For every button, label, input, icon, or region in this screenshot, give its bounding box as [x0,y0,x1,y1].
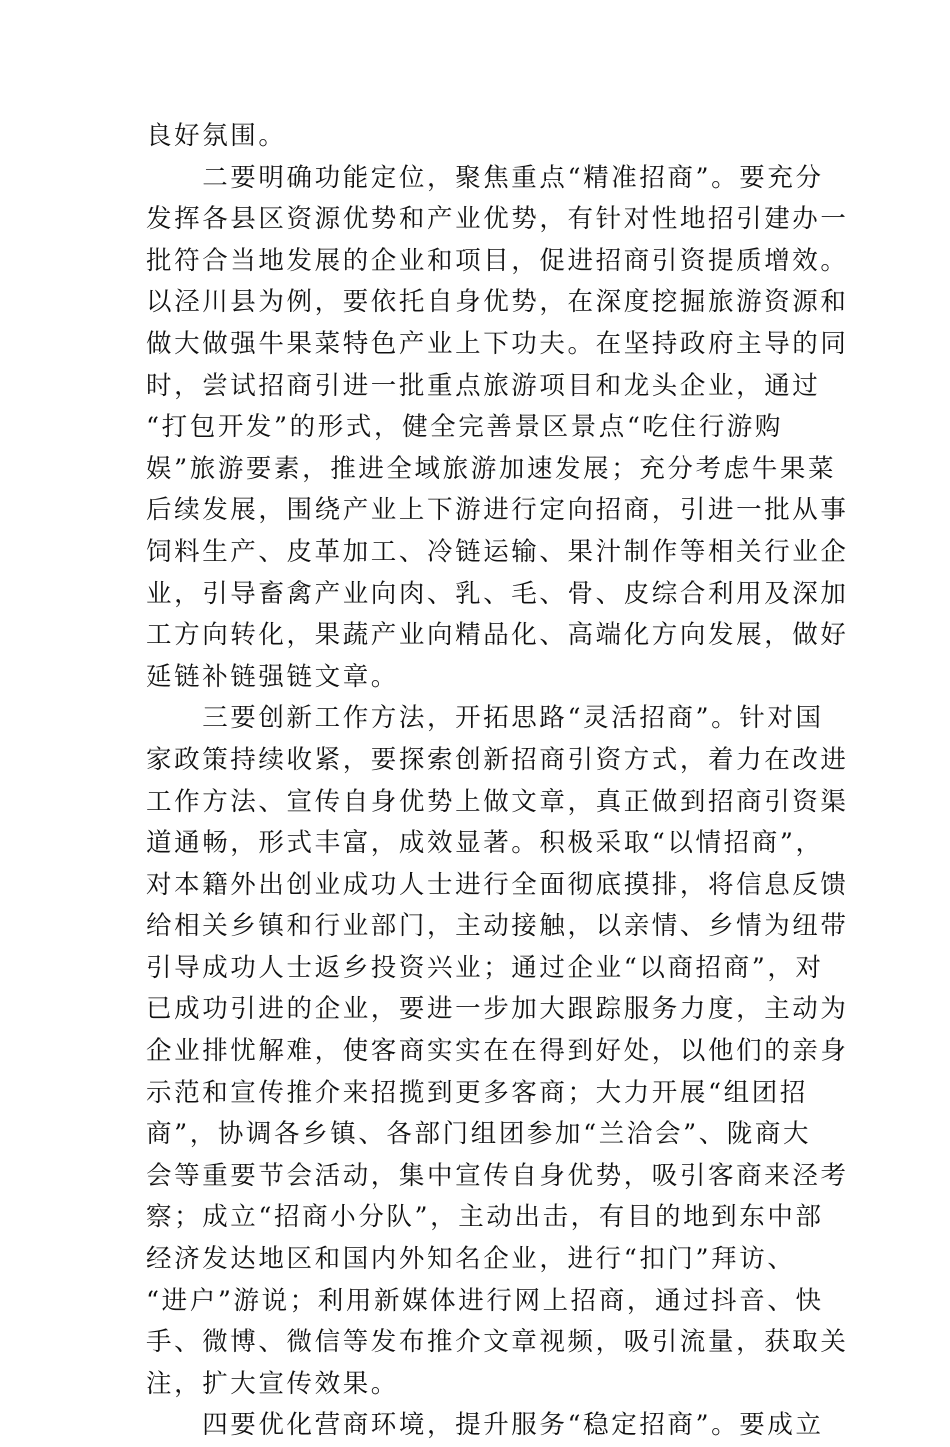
text-line: 注，扩大宣传效果。 [146,1368,399,1399]
text-line: 时，尝试招商引进一批重点旅游项目和龙头企业，通过 [146,370,821,401]
text-line: 娱”旅游要素，推进全域旅游加速发展；充分考虑牛果菜 [146,453,837,484]
text-line: 道通畅，形式丰富，成效显著。积极采取“以情招商”， [146,828,824,859]
text-line: “进户”游说；利用新媒体进行网上招商，通过抖音、快 [146,1285,824,1316]
text-line: 饲料生产、皮革加工、冷链运输、果汁制作等相关行业企 [146,536,849,567]
text-line: 做大做强牛果菜特色产业上下功夫。在坚持政府主导的同 [146,328,849,359]
text-line: 工方向转化，果蔬产业向精品化、高端化方向发展，做好 [146,620,849,651]
text-line: 经济发达地区和国内外知名企业，进行“扣门”拜访、 [146,1244,796,1275]
text-line: 已成功引进的企业，要进一步加大跟踪服务力度，主动为 [146,994,849,1025]
text-line: 家政策持续收紧，要探索创新招商引资方式，着力在改进 [146,744,849,775]
text-line: 发挥各县区资源优势和产业优势，有针对性地招引建办一 [146,204,849,235]
text-line: 延链补链强链文章。 [146,661,399,692]
text-line: 手、微博、微信等发布推介文章视频，吸引流量，获取关 [146,1327,849,1358]
text-line: 工作方法、宣传自身优势上做文章，真正做到招商引资渠 [146,786,849,817]
text-line: 察；成立“招商小分队”，主动出击，有目的地到东中部 [146,1202,824,1233]
text-line: 对本籍外出创业成功人士进行全面彻底摸排，将信息反馈 [146,869,849,900]
text-line: 会等重要节会活动，集中宣传自身优势，吸引客商来泾考 [146,1160,849,1191]
text-line: 给相关乡镇和行业部门，主动接触，以亲情、乡情为纽带 [146,911,849,942]
text-line: 良好氛围。 [146,121,287,151]
text-line: 企业排忧解难，使客商实实在在得到好处，以他们的亲身 [146,1036,849,1067]
text-line: 示范和宣传推介来招揽到更多客商；大力开展“组团招 [146,1077,808,1108]
body-text [146,116,849,1447]
text-line: 后续发展，围绕产业上下游进行定向招商，引进一批从事 [146,495,849,526]
paragraph-4-heading-line: 四要优化营商环境，提升服务“稳定招商”。要成立 [146,1410,824,1441]
text-line: 商”，协调各乡镇、各部门组团参加“兰洽会”、陇商大 [146,1119,812,1150]
text-line: 以泾川县为例，要依托自身优势，在深度挖掘旅游资源和 [146,287,849,318]
text-line: 业，引导畜禽产业向肉、乳、毛、骨、皮综合利用及深加 [146,578,849,609]
text-line: 引导成功人士返乡投资兴业；通过企业“以商招商”，对 [146,952,824,983]
text-line: “打包开发”的形式，健全完善景区景点“吃住行游购 [146,412,784,443]
paragraph-2-heading-line: 二要明确功能定位，聚焦重点“精准招商”。要充分 [146,162,824,193]
paragraph-3-heading-line: 三要创新工作方法，开拓思路“灵活招商”。针对国 [146,703,824,734]
text-line: 批符合当地发展的企业和项目，促进招商引资提质增效。 [146,245,849,276]
